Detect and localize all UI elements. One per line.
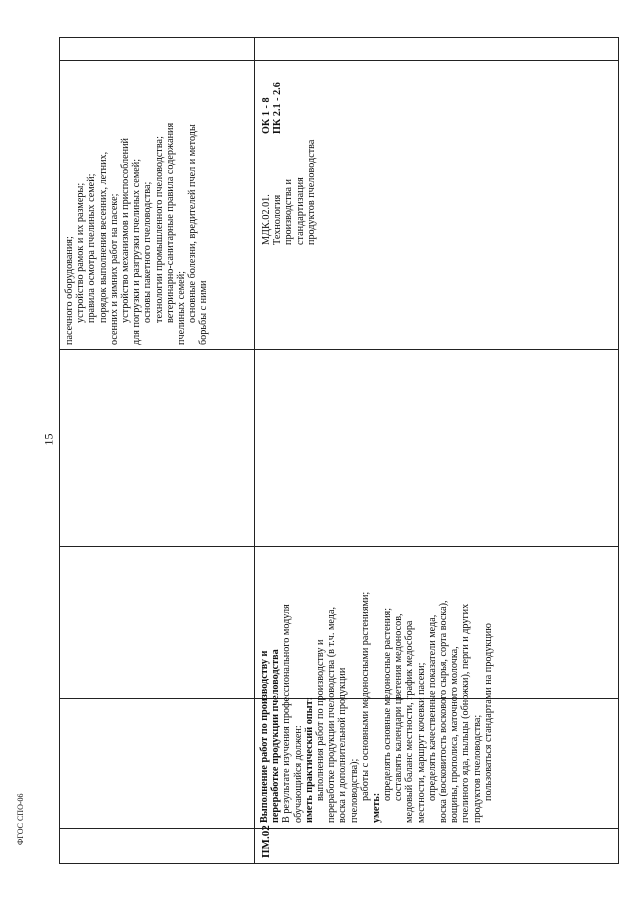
mdk-line: стандартизация [294, 177, 306, 245]
text-line: вощины, прополиса, маточного молочка, [449, 646, 461, 823]
table-row-pm02 [254, 37, 619, 864]
competency-line: ПК 2.1 - 2.6 [272, 82, 284, 134]
text-line: технологии промышленного пчеловодства; [153, 136, 165, 323]
text-line: воска (восковитость воскового сырья, сорта воска), [438, 600, 449, 823]
mdk-course-title [261, 140, 317, 245]
text-line: Выполнение работ по производству и [259, 650, 270, 823]
text-line: осенних и зимних работ на пасеке; [108, 193, 120, 345]
text-line: основы пакетного пчеловодства; [142, 181, 154, 323]
footer-code: ФГОС СПО-06 [16, 793, 25, 845]
curriculum-table [59, 37, 619, 864]
text-line: пчеловодства); [348, 758, 360, 823]
text-line: правила осмотра пчелиных семей; [86, 173, 98, 323]
text-line: основные болезни, вредителей пчел и методы [187, 124, 199, 323]
text-line: пользоваться стандартами на продукцию [482, 623, 494, 801]
text-line: В результате изучения профессионального модуля [281, 604, 293, 823]
text-line: воска и дополнительной продукции [337, 667, 349, 823]
text-line: составлять календари цветения медоносов, [393, 613, 405, 801]
text-line: работы с основными медоносными растениями; [359, 591, 371, 801]
mdk-line: МДК.02.01. [261, 194, 272, 245]
text-line: выполнения работ по производству и [314, 639, 326, 801]
mdk-line: Технология [272, 194, 284, 245]
text-line: ветеринарно-санитарные правила содержания [164, 122, 176, 323]
text-line: устройство механизмов и приспособлений [119, 137, 131, 323]
text-line: продуктов пчеловодства; [471, 714, 483, 823]
text-line: пчелиного яда, пыльцы (обножки), перги и других [460, 603, 472, 823]
competencies [261, 82, 283, 134]
text-line: порядок выполнения весенних, летних, [97, 151, 109, 323]
module-code: ПМ.02 [260, 825, 272, 858]
text-line: уметь: [370, 792, 382, 823]
text-line: пчелиных семей; [175, 271, 187, 345]
text-line: для погрузки и разгрузки пчелиных семей; [131, 158, 143, 345]
table-row-continuation [59, 37, 255, 864]
text-line: иметь практический опыт: [303, 696, 315, 823]
text-line: переработке продукции пчеловодства (в т.ч. меда, [326, 606, 338, 823]
text-line: борьбы с ними [198, 280, 210, 345]
text-line: переработке продукции пчеловодства [270, 649, 282, 823]
mdk-line: продуктов пчеловодства [305, 139, 317, 245]
text-line: медовый баланс местности, график медосбора [404, 620, 416, 823]
text-line: определять основные медоносные растения; [382, 607, 394, 801]
text-line: обучающийся должен: [292, 725, 304, 823]
page-number: 15 [41, 433, 56, 446]
competency-line: ОК 1 - 8 [261, 97, 272, 134]
text-line: определять качественные показатели меда, [426, 614, 438, 801]
row1-description-text [64, 123, 209, 345]
text-line: пасечного оборудования; [64, 236, 75, 345]
row2-description-text [259, 592, 494, 823]
text-line: местности, маршрут кочевки пасеки; [415, 662, 427, 823]
mdk-line: производства и [283, 178, 295, 245]
text-line: устройство рамок и их размеры; [75, 182, 87, 323]
